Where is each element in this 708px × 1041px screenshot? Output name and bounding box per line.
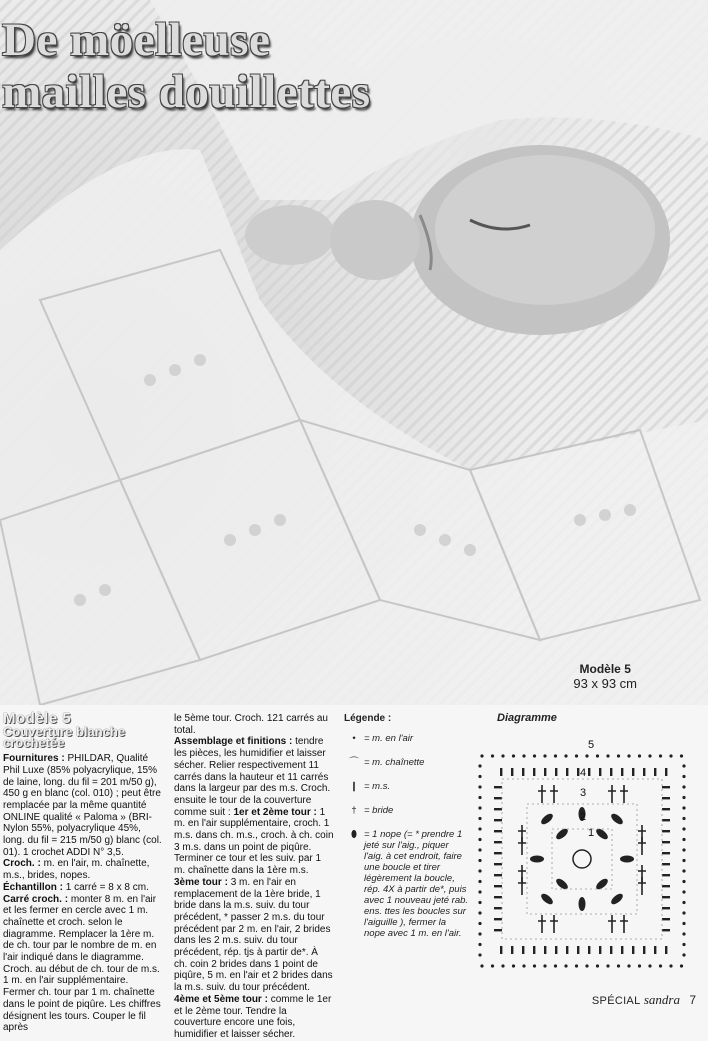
chain-dot — [478, 785, 481, 788]
legend-item — [344, 733, 469, 744]
echantillon-label: Échantillon : — [3, 881, 63, 893]
sc-bar — [577, 946, 579, 954]
chain-dot — [682, 775, 685, 778]
arc-symbol-icon: ⌒ — [349, 757, 359, 768]
treble-cross — [518, 837, 526, 855]
sc-bar — [662, 819, 670, 821]
sc-bar — [494, 885, 502, 887]
chain-dot — [638, 754, 641, 757]
assemblage-text: tendre les pièces, les humidifier et laisser sécher. Relier respectivement 11 carrés dans la hauteur et 11 carrés dans la largeur par des m.s. Croch. ensuite le tour de la couverture comme suit : — [174, 736, 331, 818]
chain-dot — [478, 901, 481, 904]
round-number-2: 2 — [580, 811, 587, 823]
echantillon-text: 1 carré = 8 x 8 cm. — [65, 881, 149, 893]
chain-dot — [478, 890, 481, 893]
sc-bar — [511, 768, 513, 776]
chain-dot — [682, 848, 685, 851]
sc-bar — [662, 841, 670, 843]
chain-dot — [682, 859, 685, 862]
sc-bar — [494, 918, 502, 920]
chain-dot — [617, 964, 620, 967]
legend — [344, 713, 469, 952]
photo-caption — [573, 662, 637, 691]
oval-symbol-icon: ⬮ — [351, 829, 357, 840]
chain-dot — [682, 922, 685, 925]
croch-text: m. en l'air, m. chaînette, m.s., brides, nopes. — [3, 858, 150, 882]
title-line-1: De möelleuse — [2, 14, 271, 66]
tour45-paragraph — [174, 994, 334, 1041]
cross-symbol-icon: † — [351, 805, 357, 816]
chain-dot — [617, 754, 620, 757]
sc-bar — [500, 768, 502, 776]
croch-paragraph — [3, 858, 163, 881]
treble-cross — [550, 785, 558, 803]
chain-dot — [682, 869, 685, 872]
chain-dot — [478, 943, 481, 946]
chain-dot — [659, 754, 662, 757]
bar-symbol-icon: ❙ — [350, 781, 358, 792]
croch-label: Croch. : — [3, 858, 41, 870]
round-number-5: 5 — [588, 739, 595, 751]
chain-dot — [669, 964, 672, 967]
sc-bar — [599, 946, 601, 954]
treble-cross — [518, 877, 526, 895]
sc-bar — [643, 768, 645, 776]
caption-size: 93 x 93 cm — [573, 676, 637, 691]
sc-bar — [643, 946, 645, 954]
legend-item-text: = bride — [364, 805, 394, 816]
chain-dot — [627, 964, 630, 967]
chain-dot — [564, 754, 567, 757]
sc-bar — [610, 768, 612, 776]
chain-dot — [682, 901, 685, 904]
sc-bar — [654, 768, 656, 776]
sc-bar — [494, 819, 502, 821]
tour12-label: 1er et 2ème tour : — [233, 806, 317, 818]
chain-dot — [478, 859, 481, 862]
legend-item — [344, 829, 469, 939]
tour3-text: 3 m. en l'air en remplacement de la 1ère bride, 1 bride dans la m.s. suiv. du tour précédent, * passer 2 m.s. du tour précédent par 2 m. en l'air, 2 brides dans les 2 m.s. suiv. du tour précédent, rép. tjs à partir de*. À ch. coin 2 brides dans 1 point de piqûre, 5 m. en l'air et 2 brides dans la m.s. suiv. du tour précédent. — [174, 876, 333, 994]
legend-item-text: = 1 nope (= * prendre 1 jeté sur l'aig., piquer l'aig. à cet endroit, faire une boucle et tirer légèrement la boucle, rép. 4X à partir de*, puis avec 1 nouveau jeté rab. ens. ttes les boucles sur l'aiguille ), fermer la nope avec 1 m. en l'air. — [364, 829, 469, 939]
chain-dot — [478, 869, 481, 872]
chain-dot — [543, 754, 546, 757]
bobble-oval — [530, 856, 544, 863]
dot-symbol-icon: • — [352, 733, 356, 744]
chain-dot — [682, 953, 685, 956]
legend-item-text: = m.s. — [364, 781, 391, 792]
sc-bar — [632, 768, 634, 776]
chain-dot — [680, 754, 683, 757]
chain-dot — [575, 964, 578, 967]
sc-bar — [662, 929, 670, 931]
sc-bar — [494, 852, 502, 854]
chain-dot — [682, 827, 685, 830]
sc-bar — [665, 946, 667, 954]
bobble-oval — [609, 892, 624, 906]
round-number-1: 1 — [588, 827, 595, 839]
sc-bar — [566, 768, 568, 776]
chain-dot — [522, 754, 525, 757]
sc-bar — [544, 768, 546, 776]
chain-dot — [585, 964, 588, 967]
chain-dot — [533, 964, 536, 967]
legend-title: Légende : — [344, 713, 392, 724]
page-number: 7 — [689, 993, 696, 1007]
chain-dot — [682, 880, 685, 883]
chain-dot — [606, 964, 609, 967]
sc-bar — [662, 863, 670, 865]
footer-magazine: sandra — [643, 992, 680, 1007]
chain-dot — [669, 754, 672, 757]
sc-bar — [555, 946, 557, 954]
assemblage-paragraph — [174, 736, 334, 993]
chain-dot — [543, 964, 546, 967]
tour3-label: 3ème tour : — [174, 876, 228, 888]
sc-bar — [555, 768, 557, 776]
chain-dot — [478, 932, 481, 935]
sc-bar — [494, 797, 502, 799]
round-number-4: 4 — [580, 767, 587, 779]
sc-bar — [494, 841, 502, 843]
bobble-oval — [609, 812, 624, 826]
chain-dot — [627, 754, 630, 757]
page-footer — [592, 992, 696, 1008]
treble-cross — [638, 837, 646, 855]
bobble-oval — [620, 856, 634, 863]
carre-paragraph — [3, 894, 163, 1034]
legend-item-text: = m. en l'air — [364, 733, 414, 744]
tour45-label: 4ème et 5ème tour : — [174, 993, 268, 1005]
chain-dot — [478, 806, 481, 809]
sc-bar — [522, 946, 524, 954]
chain-dot — [682, 911, 685, 914]
chain-dot — [480, 964, 483, 967]
sc-bar — [494, 808, 502, 810]
chain-dot — [501, 964, 504, 967]
chain-dot — [478, 827, 481, 830]
chain-dot — [554, 964, 557, 967]
page-title — [2, 14, 371, 118]
treble-cross — [608, 785, 616, 803]
center-ring — [573, 850, 591, 868]
chain-dot — [682, 806, 685, 809]
chain-dot — [491, 964, 494, 967]
chain-dot — [682, 764, 685, 767]
crochet-diagram — [472, 734, 692, 984]
sc-bar — [500, 946, 502, 954]
treble-cross — [550, 915, 558, 933]
chain-dot — [638, 964, 641, 967]
bobble-oval — [539, 892, 554, 906]
chain-dot — [648, 754, 651, 757]
chain-dot — [682, 817, 685, 820]
chain-dot — [512, 964, 515, 967]
sc-bar — [632, 946, 634, 954]
assemblage-label: Assemblage et finitions : — [174, 736, 293, 748]
sc-bar — [662, 874, 670, 876]
footer-special: SPÉCIAL — [591, 995, 641, 1007]
chain-dot — [564, 964, 567, 967]
sc-bar — [533, 946, 535, 954]
chain-dot — [478, 838, 481, 841]
sc-bar — [494, 830, 502, 832]
carre-text: monter 8 m. en l'air et les fermer en cercle avec 1 m. chaînette et croch. selon le diagramme. Remplacer la 1ère m. de ch. tour par le nombre de m. en l'air indiqué dans le diagramme. Croch. au début de ch. tour de m.s. 1 m. en l'air supplémentaire. Fermer ch. tour par 1 m. chaînette dans le point de piqûre. Les chiffres désignent les tours. Couper le fil après — [3, 893, 161, 1034]
treble-cross — [638, 877, 646, 895]
sc-bar — [662, 852, 670, 854]
treble-cross — [538, 915, 546, 933]
chain-dot — [648, 964, 651, 967]
legend-item — [344, 805, 469, 816]
sc-bar — [494, 874, 502, 876]
sc-bar — [662, 896, 670, 898]
treble-cross — [620, 915, 628, 933]
sc-bar — [665, 768, 667, 776]
sc-bar — [494, 929, 502, 931]
chain-dot — [596, 754, 599, 757]
chain-dot — [478, 953, 481, 956]
chain-dot — [554, 754, 557, 757]
tour12-text: 1 m. en l'air supplémentaire, croch. 1 m.s. dans ch. m.s., croch. à ch. coin 3 m.s. dans un point de piqûre. Terminer ce tour et les suiv. par 1 m. chaînette dans la 1ère m.s. — [174, 806, 334, 877]
chain-dot — [522, 964, 525, 967]
chain-dot — [478, 775, 481, 778]
chain-dot — [478, 796, 481, 799]
sc-bar — [662, 918, 670, 920]
chain-dot — [606, 754, 609, 757]
chain-dot — [533, 754, 536, 757]
model-subheading: Couverture blanche crochetée — [3, 723, 126, 751]
sc-bar — [566, 946, 568, 954]
fournitures-text: PHILDAR, Qualité Phil Luxe (85% polyacrylique, 15% de laine, long. du fil = 201 m/50 g), 450 g en blanc (col. 010) ; peut être remplacée par la même quantité ONLINE qualité « Paloma » (BRI-Nylon 55%, polyacrylique 45%, long. du fil = 215 m/50 g) blanc (col. 01). 1 crochet ADDI N° 3,5. — [3, 753, 162, 858]
tour45-text: comme le 1er et le 2ème tour. Tendre la couverture encore une fois, humidifier et laisser sécher. — [174, 993, 332, 1040]
chain-dot — [478, 817, 481, 820]
legend-item-text: = m. chaînette — [364, 757, 425, 768]
round-outline — [502, 779, 662, 939]
chain-dot — [512, 754, 515, 757]
bobble-oval — [539, 812, 554, 826]
sc-bar — [533, 768, 535, 776]
sc-bar — [662, 830, 670, 832]
chain-dot — [682, 785, 685, 788]
chain-dot — [682, 796, 685, 799]
treble-cross — [608, 915, 616, 933]
col2-intro: le 5ème tour. Croch. 121 carrés au total. — [174, 713, 328, 736]
chain-dot — [478, 880, 481, 883]
article-column-1 — [3, 710, 163, 1034]
caption-model: Modèle 5 — [579, 662, 631, 676]
chain-dot — [575, 754, 578, 757]
chain-dot — [478, 848, 481, 851]
treble-cross — [620, 785, 628, 803]
chain-dot — [682, 943, 685, 946]
sc-bar — [662, 786, 670, 788]
chain-dot — [682, 890, 685, 893]
fournitures-label: Fournitures : — [3, 753, 65, 765]
sc-bar — [662, 797, 670, 799]
sc-bar — [662, 808, 670, 810]
sc-bar — [494, 896, 502, 898]
sc-bar — [599, 768, 601, 776]
chain-dot — [680, 964, 683, 967]
chain-dot — [682, 838, 685, 841]
chain-dot — [585, 754, 588, 757]
sc-bar — [511, 946, 513, 954]
round-number-3: 3 — [580, 787, 587, 799]
chain-dot — [480, 754, 483, 757]
title-line-2: mailles douillettes — [2, 66, 371, 118]
legend-item — [344, 781, 469, 792]
carre-label: Carré croch. : — [3, 893, 69, 905]
sc-bar — [494, 907, 502, 909]
bobble-oval — [579, 897, 586, 911]
chain-dot — [478, 911, 481, 914]
model-heading: Modèle 5 — [3, 710, 72, 727]
sc-bar — [621, 946, 623, 954]
fournitures-paragraph — [3, 753, 163, 858]
sc-bar — [662, 907, 670, 909]
echantillon-paragraph — [3, 882, 163, 894]
diagram-title: Diagramme — [497, 712, 557, 724]
sc-bar — [494, 786, 502, 788]
sc-bar — [662, 885, 670, 887]
chain-dot — [478, 922, 481, 925]
chain-dot — [659, 964, 662, 967]
sc-bar — [522, 768, 524, 776]
legend-item — [344, 757, 469, 768]
treble-cross — [538, 785, 546, 803]
chain-dot — [491, 754, 494, 757]
article-column-2 — [174, 713, 334, 1041]
sc-bar — [494, 863, 502, 865]
chain-dot — [478, 764, 481, 767]
chain-dot — [682, 932, 685, 935]
chain-dot — [596, 964, 599, 967]
sc-bar — [610, 946, 612, 954]
sc-bar — [588, 768, 590, 776]
sc-bar — [654, 946, 656, 954]
chain-dot — [501, 754, 504, 757]
sc-bar — [588, 946, 590, 954]
sc-bar — [621, 768, 623, 776]
sc-bar — [544, 946, 546, 954]
